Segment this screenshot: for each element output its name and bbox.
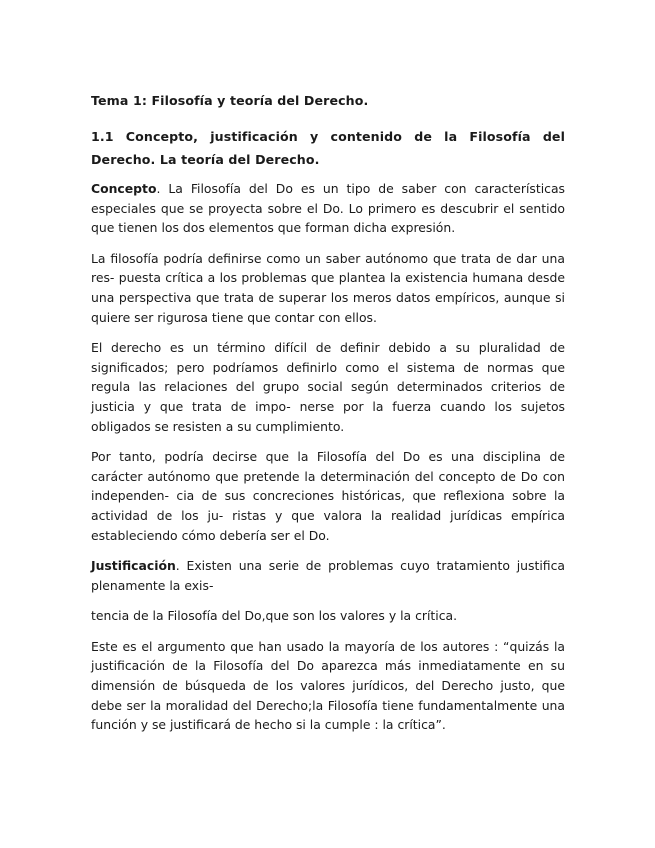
paragraph-por-tanto: Por tanto, podría decirse que la Filosofía del Do es una disciplina de carácter autónomo que pretende la determinación del concepto de Do con independen- cia de sus concreciones históricas, que reflexiona sobre la actividad de los ju- ristas y que valora la realidad jurídicas empírica estableciendo cómo debería ser el Do. [91, 449, 565, 543]
section-heading: 1.1 Concepto, justificación y contenido de la Filosofía del Derecho. La teoría del Derecho. [91, 129, 565, 167]
paragraph-text: . La Filosofía del Do es un tipo de saber con características especiales que se proyecta sobre el Do. Lo primero es descubrir el sentido que tienen los dos elementos que forman dicha expresión. [91, 181, 565, 236]
paragraph-text: . Existen una serie de problemas cuyo tratamiento justifica plenamente la exis- [91, 558, 565, 593]
document-title: Tema 1: Filosofía y teoría del Derecho. [91, 93, 369, 108]
paragraph-argumento: Este es el argumento que han usado la mayoría de los autores : “quizás la justificación de la Filosofía del Do aparezca más inmediatamente en su dimensión de búsqueda de los valores jurídicos, del Derecho justo, que debe ser la moralidad del Derecho;la Filosofía tiene fundamentalmente una función y se justificará de hecho si la cumple : la crítica”. [91, 638, 565, 733]
document-page [91, 91, 565, 746]
paragraph-existencia: tencia de la Filosofía del Do,que son los valores y la crítica. [91, 608, 458, 624]
paragraph-lead-justificacion: Justificación [91, 558, 176, 574]
paragraph-concepto [91, 179, 565, 238]
paragraph-justificacion [91, 556, 565, 595]
paragraph-filosofia: La filosofía podría definirse como un saber autónomo que trata de dar una res- puesta crítica a los problemas que plantea la existencia humana desde una perspectiva que trata de superar los meros datos empíricos, aunque si quiere ser rigurosa tiene que contar con ellos. [91, 250, 565, 325]
paragraph-derecho: El derecho es un término difícil de definir debido a su pluralidad de significados; pero podríamos definirlo como el sistema de normas que regula las relaciones del grupo social según determinados criterios de justicia y que trata de impo- nerse por la fuerza cuando los sujetos obligados se resisten a su cumplimiento. [91, 340, 565, 434]
paragraph-lead-concepto: Concepto [91, 181, 157, 196]
